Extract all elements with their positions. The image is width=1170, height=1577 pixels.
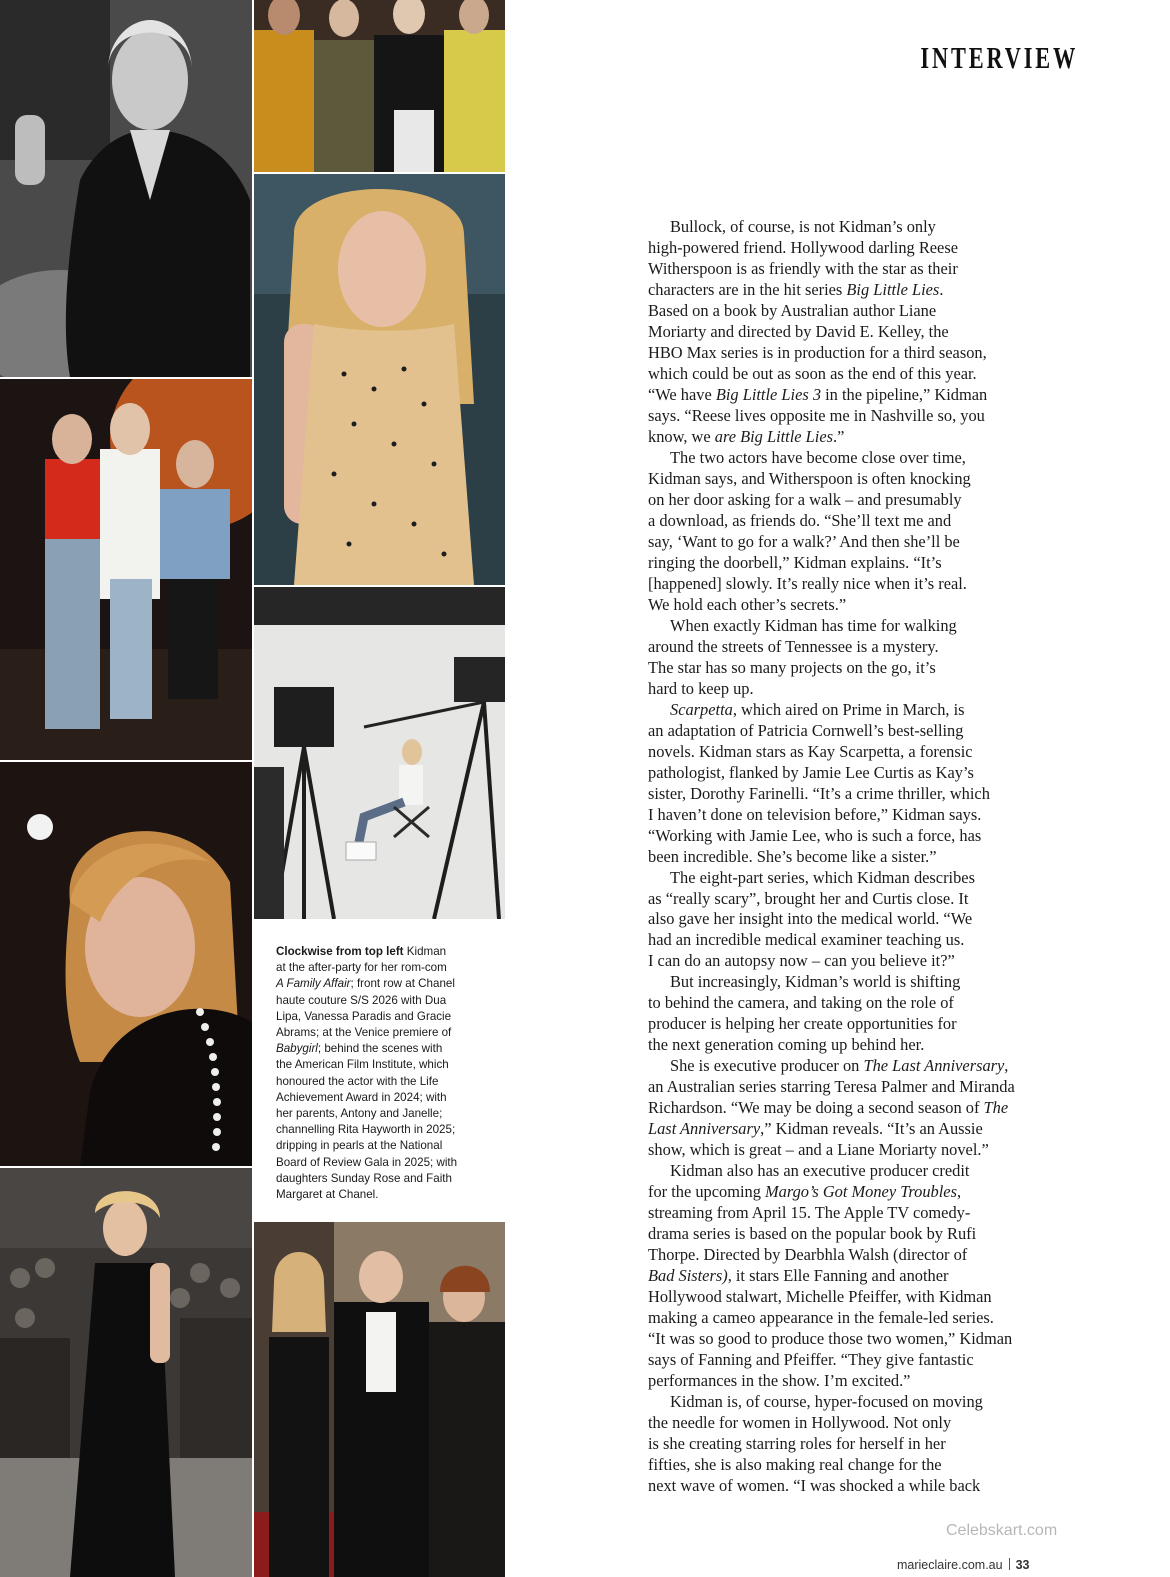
footer-divider <box>1009 1558 1010 1570</box>
article-line: Scarpetta, which aired on Prime in March, is <box>670 699 965 719</box>
parents-portrait-photo <box>254 1222 505 1577</box>
article-line: for the upcoming Margo’s Got Money Troubles, <box>648 1182 962 1202</box>
article-line: Kidman also has an executive producer credit <box>670 1161 970 1181</box>
caption-line: Abrams; at the Venice premiere of <box>276 1026 452 1040</box>
article-line: Thorpe. Directed by Dearbhla Walsh (director of <box>648 1245 968 1265</box>
article-line: She is executive producer on The Last Anniversary, <box>670 1056 1009 1076</box>
article-line: “We have Big Little Lies 3 in the pipeline,” Kidman <box>648 384 988 404</box>
caption-line: A Family Affair; front row at Chanel <box>276 977 455 991</box>
caption-line: haute couture S/S 2026 with Dua <box>276 993 447 1007</box>
article-line: the needle for women in Hollywood. Not only <box>648 1413 952 1433</box>
article-line: [happened] slowly. It’s really nice when it’s real. <box>648 573 967 593</box>
pearls-portrait-photo <box>0 762 252 1166</box>
caption-line: channelling Rita Hayworth in 2025; <box>276 1123 456 1137</box>
caption-line: her parents, Antony and Janelle; <box>276 1107 443 1121</box>
article-line: producer is helping her create opportunities for <box>648 1014 957 1034</box>
red-carpet-chanel-photo <box>0 1168 252 1577</box>
article-line: to behind the camera, and taking on the role of <box>648 993 954 1013</box>
caption-line: Babygirl; behind the scenes with <box>276 1042 443 1056</box>
caption-line: at the after-party for her rom-com <box>276 961 447 975</box>
caption-line: Board of Review Gala in 2025; with <box>276 1155 458 1169</box>
caption-line: the American Film Institute, which <box>276 1058 449 1072</box>
article-line: been incredible. She’s become like a sister.” <box>648 846 937 866</box>
section-header: INTERVIEW <box>920 40 1078 75</box>
article-line: Bullock, of course, is not Kidman’s only <box>670 217 936 236</box>
article-line: Kidman says, and Witherspoon is often knocking <box>648 468 971 488</box>
article-line: fifties, she is also making real change for the <box>648 1455 942 1475</box>
article-line: I can do an autopsy now – can you believe it?” <box>648 951 955 971</box>
caption-line: daughters Sunday Rose and Faith <box>276 1171 452 1185</box>
caption-lead: Clockwise from top left <box>276 945 404 958</box>
article-line: novels. Kidman stars as Kay Scarpetta, a forensic <box>648 741 973 761</box>
page-footer <box>897 1558 1030 1572</box>
article-line: streaming from April 15. The Apple TV comedy- <box>648 1203 971 1223</box>
article-line: ringing the doorbell,” Kidman explains. “It’s <box>648 552 942 572</box>
article-line: the next generation coming up behind her. <box>648 1035 925 1055</box>
article-line: show, which is great – and a Liane Moriarty novel.” <box>648 1140 989 1160</box>
article-line: says. “Reese lives opposite me in Nashville so, you <box>648 405 985 425</box>
article-line: next wave of women. “I was shocked a while back <box>648 1476 981 1496</box>
article-line: also gave her insight into the medical world. “We <box>648 909 973 929</box>
article-line: The two actors have become close over time, <box>670 447 966 467</box>
article-line: know, we are Big Little Lies.” <box>648 426 845 446</box>
photo-caption <box>276 944 488 1203</box>
caption-line: Lipa, Vanessa Paradis and Gracie <box>276 1009 452 1023</box>
article-line: on her door asking for a walk – and presumably <box>648 489 962 509</box>
article-line: We hold each other’s secrets.” <box>648 594 847 614</box>
article-line: When exactly Kidman has time for walking <box>670 615 957 635</box>
watermark: Celebskart.com <box>946 1522 1058 1539</box>
article-line: “Working with Jamie Lee, who is such a force, has <box>648 825 982 845</box>
article-line: around the streets of Tennessee is a mystery. <box>648 636 939 656</box>
caption-line: Achievement Award in 2024; with <box>276 1090 447 1104</box>
caption-line: Margaret at Chanel. <box>276 1188 379 1202</box>
article-line: an Australian series starring Teresa Palmer and Miranda <box>648 1077 1015 1097</box>
chanel-front-row-photo <box>254 0 505 172</box>
article-line: is she creating starring roles for herself in her <box>648 1434 946 1454</box>
article-line: Last Anniversary,” Kidman reveals. “It’s an Aussie <box>648 1119 983 1139</box>
article-line: The eight-part series, which Kidman describes <box>670 867 975 887</box>
caption-line: dripping in pearls at the National <box>276 1139 443 1153</box>
caption-line: honoured the actor with the Life <box>276 1074 439 1088</box>
article-line: performances in the show. I’m excited.” <box>648 1371 911 1391</box>
venice-premiere-photo <box>254 174 505 585</box>
family-portrait-photo <box>0 379 252 760</box>
article-line: as “really scary”, brought her and Curtis close. It <box>648 888 969 908</box>
article-line: But increasingly, Kidman’s world is shifting <box>670 972 961 992</box>
article-line: sister, Dorothy Farinelli. “It’s a crime thriller, which <box>648 783 990 803</box>
article-line: hard to keep up. <box>648 678 754 698</box>
article-line: a download, as friends do. “She’ll text me and <box>648 510 952 530</box>
article-line: which could be out as soon as the end of this year. <box>648 363 977 383</box>
article-line: Witherspoon is as friendly with the star as their <box>648 258 958 278</box>
article-line: characters are in the hit series Big Little Lies. <box>648 279 944 299</box>
caption-line: Kidman <box>403 945 447 958</box>
article-line: say, ‘Want to go for a walk?’ And then she’ll be <box>648 531 960 551</box>
article-line: high-powered friend. Hollywood darling Reese <box>648 237 958 257</box>
article-line: “It was so good to produce those two women,” Kidman <box>648 1329 1013 1349</box>
article-line: an adaptation of Patricia Cornwell’s best-selling <box>648 720 964 740</box>
article-line: drama series is based on the popular book by Rufi <box>648 1224 977 1244</box>
article-line: Moriarty and directed by David E. Kelley, the <box>648 321 949 341</box>
article-line: had an incredible medical examiner teaching us. <box>648 930 965 950</box>
article-line: I haven’t done on television before,” Kidman says. <box>648 804 982 824</box>
after-party-portrait-photo <box>0 0 252 377</box>
article-line: Bad Sisters), it stars Elle Fanning and another <box>648 1266 949 1286</box>
article-line: Hollywood stalwart, Michelle Pfeiffer, with Kidman <box>648 1287 992 1307</box>
article-body <box>648 217 1088 1497</box>
article-line: HBO Max series is in production for a third season, <box>648 342 987 362</box>
article-line: Based on a book by Australian author Liane <box>648 300 937 320</box>
footer-site: marieclaire.com.au <box>897 1558 1003 1572</box>
article-line: pathologist, flanked by Jamie Lee Curtis as Kay’s <box>648 762 974 782</box>
article-line: Kidman is, of course, hyper-focused on moving <box>670 1392 983 1412</box>
article-line: The star has so many projects on the go, it’s <box>648 657 936 677</box>
article-line: Richardson. “We may be doing a second season of The <box>648 1098 1009 1118</box>
article-line: making a cameo appearance in the female-led series. <box>648 1308 994 1328</box>
page-number: 33 <box>1015 1558 1030 1572</box>
article-line: says of Fanning and Pfeiffer. “They give fantastic <box>648 1350 974 1370</box>
film-institute-behind-scenes-photo <box>254 587 505 919</box>
